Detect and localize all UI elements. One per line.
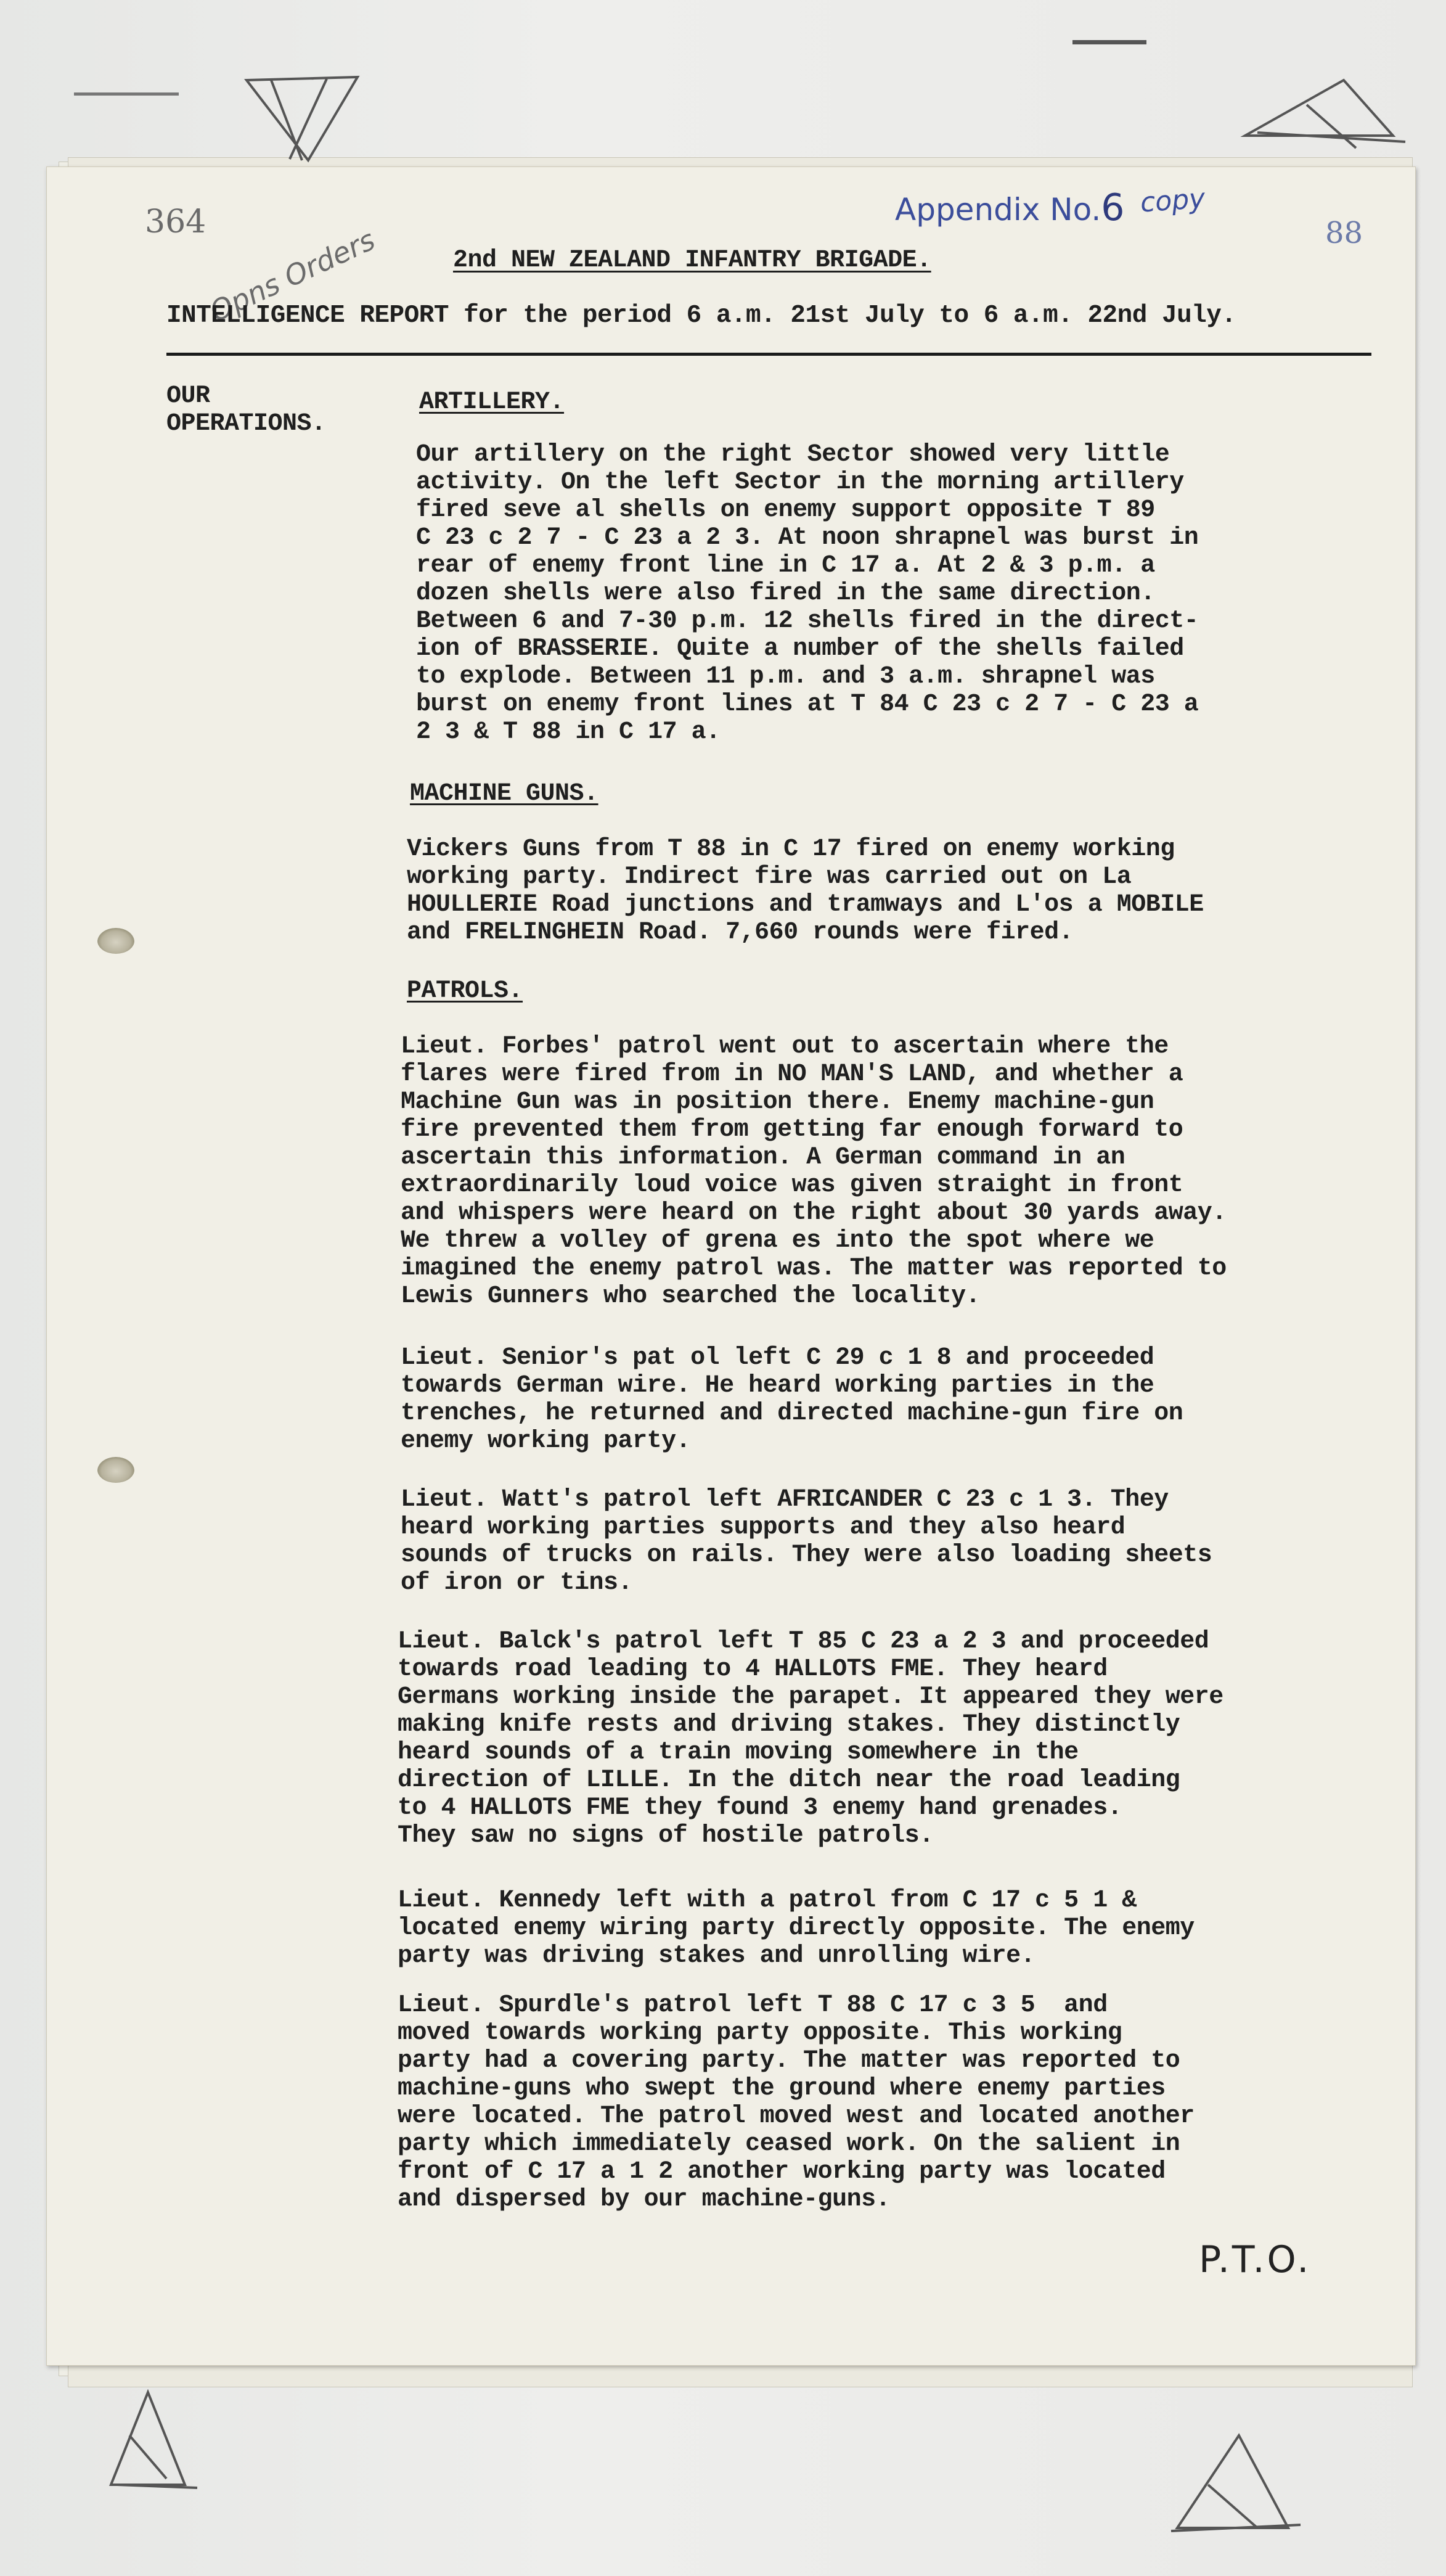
typed-line: Vickers Guns from T 88 in C 17 fired on enemy working [407, 835, 1175, 863]
typed-line: to explode. Between 11 p.m. and 3 a.m. shrapnel was [416, 663, 1155, 691]
typed-line: burst on enemy front lines at T 84 C 23 c 2 7 - C 23 a [416, 691, 1199, 718]
pencil-sketch-icon [1159, 2423, 1307, 2546]
typed-line: Between 6 and 7-30 p.m. 12 shells fired in the direct- [416, 607, 1199, 635]
pto-note: P.T.O. [1199, 2238, 1312, 2281]
appendix-label [895, 186, 1124, 229]
typed-line: of iron or tins. [401, 1569, 633, 1597]
report-subtitle: INTELLIGENCE REPORT for the period 6 a.m. 21st July to 6 a.m. 22nd July. [166, 301, 1236, 330]
punch-hole [97, 928, 134, 954]
report-title: 2nd NEW ZEALAND INFANTRY BRIGADE. [453, 247, 931, 274]
typed-line: and FRELINGHEIN Road. 7,660 rounds were fired. [407, 919, 1074, 946]
patrol-paragraph [401, 1033, 1227, 1310]
typed-line: party was driving stakes and unrolling wire. [398, 1942, 1035, 1970]
typed-line: Lieut. Kennedy left with a patrol from C 17 c 5 1 & [398, 1887, 1137, 1914]
typed-line: dozen shells were also fired in the same direction. [416, 580, 1155, 607]
typed-line: front of C 17 a 1 2 another working party was located [398, 2158, 1166, 2186]
folio-number: 88 [1325, 216, 1363, 250]
typed-line: They saw no signs of hostile patrols. [398, 1822, 934, 1850]
typed-line: Lieut. Spurdle's patrol left T 88 C 17 c 3 5 and [398, 1991, 1108, 2019]
typed-line: Our artillery on the right Sector showed very little [416, 441, 1170, 469]
typed-line: trenches, he returned and directed machine-gun fire on [401, 1400, 1183, 1427]
section-heading-patrols: PATROLS. [407, 977, 523, 1005]
typed-line: HOULLERIE Road junctions and tramways and L'os a MOBILE [407, 891, 1204, 919]
typed-line: fire prevented them from getting far enough forward to [401, 1116, 1183, 1144]
typed-line: moved towards working party opposite. This working [398, 2019, 1122, 2047]
appendix-number: 6 [1101, 186, 1125, 229]
typed-line: enemy working party. [401, 1427, 691, 1455]
typed-line: towards road leading to 4 HALLOTS FME. They heard [398, 1655, 1108, 1683]
typed-line: making knife rests and driving stakes. They distinctly [398, 1711, 1180, 1739]
typed-line: heard working parties supports and they also heard [401, 1514, 1125, 1541]
patrol-paragraph [398, 1887, 1195, 1970]
typed-line: sounds of trucks on rails. They were also loading sheets [401, 1541, 1212, 1569]
typed-line: located enemy wiring party directly opposite. The enemy [398, 1914, 1195, 1942]
title-divider [166, 353, 1371, 356]
typed-line: ion of BRASSERIE. Quite a number of the shells failed [416, 635, 1184, 663]
typed-line: party had a covering party. The matter was reported to [398, 2047, 1180, 2075]
typed-line: flares were fired from in NO MAN'S LAND, and whether a [401, 1060, 1183, 1088]
pencil-mark [1072, 40, 1146, 44]
punch-hole [97, 1457, 134, 1483]
pencil-sketch-icon [92, 2380, 203, 2503]
patrol-paragraph [401, 1486, 1212, 1597]
copy-note: copy [1139, 183, 1206, 219]
typed-line: ascertain this information. A German command in an [401, 1144, 1125, 1171]
typed-line: extraordinarily loud voice was given straight in front [401, 1171, 1183, 1199]
typed-line: working party. Indirect fire was carried out on La [407, 863, 1132, 891]
typed-line: heard sounds of a train moving somewhere in the [398, 1739, 1079, 1766]
typed-line: machine-guns who swept the ground where enemy parties [398, 2075, 1166, 2102]
appendix-label-text: Appendix No. [895, 192, 1101, 228]
section-heading-machine-guns: MACHINE GUNS. [410, 780, 598, 808]
typed-line: Lewis Gunners who searched the locality. [401, 1282, 981, 1310]
typed-line: rear of enemy front line in C 17 a. At 2 & 3 p.m. a [416, 552, 1155, 580]
typed-line: to 4 HALLOTS FME they found 3 enemy hand grenades. [398, 1794, 1122, 1822]
typed-line: Lieut. Watt's patrol left AFRICANDER C 23 c 1 3. They [401, 1486, 1169, 1514]
typed-line: were located. The patrol moved west and located another [398, 2102, 1195, 2130]
pencil-sketch-icon [234, 68, 376, 173]
typed-line: Lieut. Balck's patrol left T 85 C 23 a 2 3 and proceeded [398, 1628, 1209, 1655]
side-heading-line-1: OUR [166, 382, 210, 410]
page-number: 364 [145, 203, 206, 240]
typed-line: 2 3 & T 88 in C 17 a. [416, 718, 721, 746]
typed-line: Lieut. Forbes' patrol went out to ascertain where the [401, 1033, 1169, 1060]
typed-line: direction of LILLE. In the ditch near the road leading [398, 1766, 1180, 1794]
typed-line: fired seve al shells on enemy support opposite T 89 [416, 496, 1155, 524]
typed-line: imagined the enemy patrol was. The matter was reported to [401, 1255, 1227, 1282]
typed-line: C 23 c 2 7 - C 23 a 2 3. At noon shrapnel was burst in [416, 524, 1199, 552]
machine-guns-paragraph [407, 835, 1204, 946]
pencil-sketch-icon [1233, 68, 1418, 166]
artillery-paragraph [416, 441, 1198, 746]
patrol-paragraph [401, 1344, 1183, 1455]
typed-line: towards German wire. He heard working parties in the [401, 1372, 1154, 1400]
section-heading-artillery: ARTILLERY. [419, 388, 565, 416]
pencil-mark [74, 92, 179, 96]
margin-note: Opns Orders [205, 223, 380, 329]
typed-line: and dispersed by our machine-guns. [398, 2186, 891, 2213]
typed-line: Machine Gun was in position there. Enemy machine-gun [401, 1088, 1154, 1116]
typed-line: party which immediately ceased work. On the salient in [398, 2130, 1180, 2158]
patrol-paragraph [398, 1628, 1223, 1850]
typed-line: We threw a volley of grena es into the spot where we [401, 1227, 1154, 1255]
typed-line: and whispers were heard on the right about 30 yards away. [401, 1199, 1227, 1227]
typed-line: Lieut. Senior's pat ol left C 29 c 1 8 and proceeded [401, 1344, 1154, 1372]
patrol-paragraph [398, 1991, 1195, 2213]
side-heading-line-2: OPERATIONS. [166, 410, 326, 438]
typed-line: Germans working inside the parapet. It appeared they were [398, 1683, 1223, 1711]
typed-line: activity. On the left Sector in the morning artillery [416, 469, 1184, 496]
